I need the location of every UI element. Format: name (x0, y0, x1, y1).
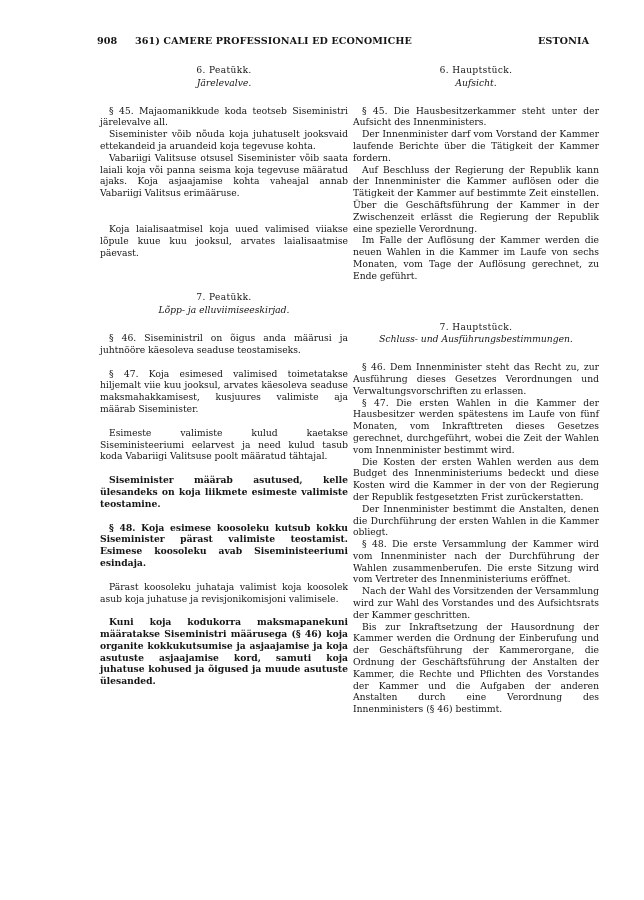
german-column (353, 66, 599, 716)
paragraph: § 46. Siseministril on õigus anda määrusi ja juhtnööre käesoleva seaduse teostamiseks. (100, 332, 348, 356)
paragraph: Im Falle der Auflösung der Kammer werden die neuen Wahlen in die Kammer im Laufe von sechs Monaten, vom Tage der Auflösung gerechnet, zu Ende geführt. (353, 235, 599, 282)
paragraph: Koja laialisaatmisel koja uued valimised viiakse lõpule kuue kuu jooksul, arvates laialisaatmise päevast. (100, 223, 348, 259)
chapter-6-heading: 6. Peatükk. (196, 66, 252, 76)
page-number: 908 (97, 36, 118, 47)
paragraph: § 45. Die Hausbesitzerkammer steht unter der Aufsicht des Innenministers. (353, 105, 599, 129)
country-title: ESTONIA (538, 36, 590, 47)
paragraph: § 48. Koja esimese koosoleku kutsub kokku Siseminister pärast valimiste teostamist. Esimese koosoleku avab Siseministeeriumi esindaja. (100, 522, 348, 569)
chapter-6-heading: 6. Hauptstück. (439, 66, 513, 76)
paragraph: Pärast koosoleku juhataja valimist koja koosolek asub koja juhatuse ja revisjonikomisjoni valimisele. (100, 581, 348, 605)
paragraph: Siseminister määrab asutused, kelle ülesandeks on koja liikmete esimeste valimiste teostamine. (100, 475, 348, 510)
paragraph: § 47. Koja esimesed valimised toimetatakse hiljemalt viie kuu jooksul, arvates käesoleva seaduse maksmahakkamisest, kusjuures valimiste aja määrab Siseminister. (100, 368, 348, 415)
series-title: 361) CAMERE PROFESSIONALI ED ECONOMICHE (135, 36, 412, 47)
chapter-7-heading: 7. Peatükk. (196, 293, 252, 304)
paragraph: § 48. Die erste Versammlung der Kammer wird vom Innenminister nach der Durchführung der Wahlen zusammenberufen. Die erste Sitzung wird vom Vertreter des Innenministeriums eröffnet. (353, 539, 599, 586)
paragraph: Kuni koja kodukorra maksmapanekuni määratakse Siseministri määrusega (§ 46) koja organite kokkukutsumise ja asjaajamise ja koja asutuste asjaajamise kord, samuti koja juhatuse kohused ja õigused ja muude asutuste ülesanded. (100, 617, 348, 688)
paragraph: Siseminister võib nõuda koja juhatuselt jooksvaid ettekandeid ja aruandeid koja tegevuse kohta. (100, 129, 348, 152)
paragraph: Die Kosten der ersten Wahlen werden aus dem Budget des Innenministeriums bedeckt und diese Kosten wird die Kammer in der von der Regierung der Republik festgesetzten Frist zurückerstatten. (353, 456, 599, 503)
paragraph: § 46. Dem Innenminister steht das Recht zu, zur Ausführung dieses Gesetzes Verordnungen und Verwaltungsvorschriften zu erlassen. (353, 362, 599, 397)
paragraph: § 45. Majaomanikkude koda teotseb Siseministri järelevalve all. (100, 105, 348, 129)
chapter-6-subtitle: Järelevalve. (196, 77, 252, 89)
paragraph: Auf Beschluss der Regierung der Republik kann der Innenminister die Kammer auflösen oder die Tätigkeit der Kammer auf bestimmte Zeit einstellen. Über die Geschäftsführung der Kammer in der Zwischenzeit erlässt die Regierung der Republik eine spezielle Verordnung. (353, 164, 599, 235)
estonian-column (100, 66, 348, 688)
chapter-7-subtitle: Schluss- und Ausführungsbestimmungen. (379, 334, 573, 346)
paragraph: Der Innenminister darf vom Vorstand der Kammer laufende Berichte über die Tätigkeit der Kammer fordern. (353, 129, 599, 164)
chapter-7-subtitle: Lõpp- ja elluviimiseeskirjad. (158, 305, 290, 317)
paragraph: Esimeste valimiste kulud kaetakse Siseministeeriumi eelarvest ja need kulud tasub koda Vabariigi Valitsuse poolt määratud tähtajal. (100, 427, 348, 463)
paragraph: Nach der Wahl des Vorsitzenden der Versammlung wird zur Wahl des Vorstandes und des Aufsichtsrats der Kammer geschritten. (353, 586, 599, 621)
paragraph: Bis zur Inkraftsetzung der Hausordnung der Kammer werden die Ordnung der Einberufung und der Geschäftsführung der Kammerorgane, die Ordnung der Geschäftsführung der Anstalten der Kammer, die Rechte und Pflichten des Vorstandes der Kammer und die Aufgaben der anderen Anstalten durch eine Verordnung des Innenministers (§ 46) bestimmt. (353, 621, 599, 716)
chapter-6-subtitle: Aufsicht. (455, 77, 497, 89)
paragraph: Der Innenminister bestimmt die Anstalten, denen die Durchführung der ersten Wahlen in die Kammer obliegt. (353, 503, 599, 539)
chapter-7-heading: 7. Hauptstück. (439, 322, 513, 333)
paragraph: Vabariigi Valitsuse otsusel Siseminister võib saata laiali koja või panna seisma koja tegevuse määratud ajaks. Koja asjaajamise kohta vaheajal annab Vabariigi Valitsus erimääruse. (100, 152, 348, 200)
paragraph: § 47. Die ersten Wahlen in die Kammer der Hausbesitzer werden spätestens im Laufe von fünf Monaten, vom Inkrafttreten dieses Gesetzes gerechnet, durchgeführt, wobei die Zeit der Wahlen vom Innenminister bestimmt wird. (353, 397, 599, 456)
